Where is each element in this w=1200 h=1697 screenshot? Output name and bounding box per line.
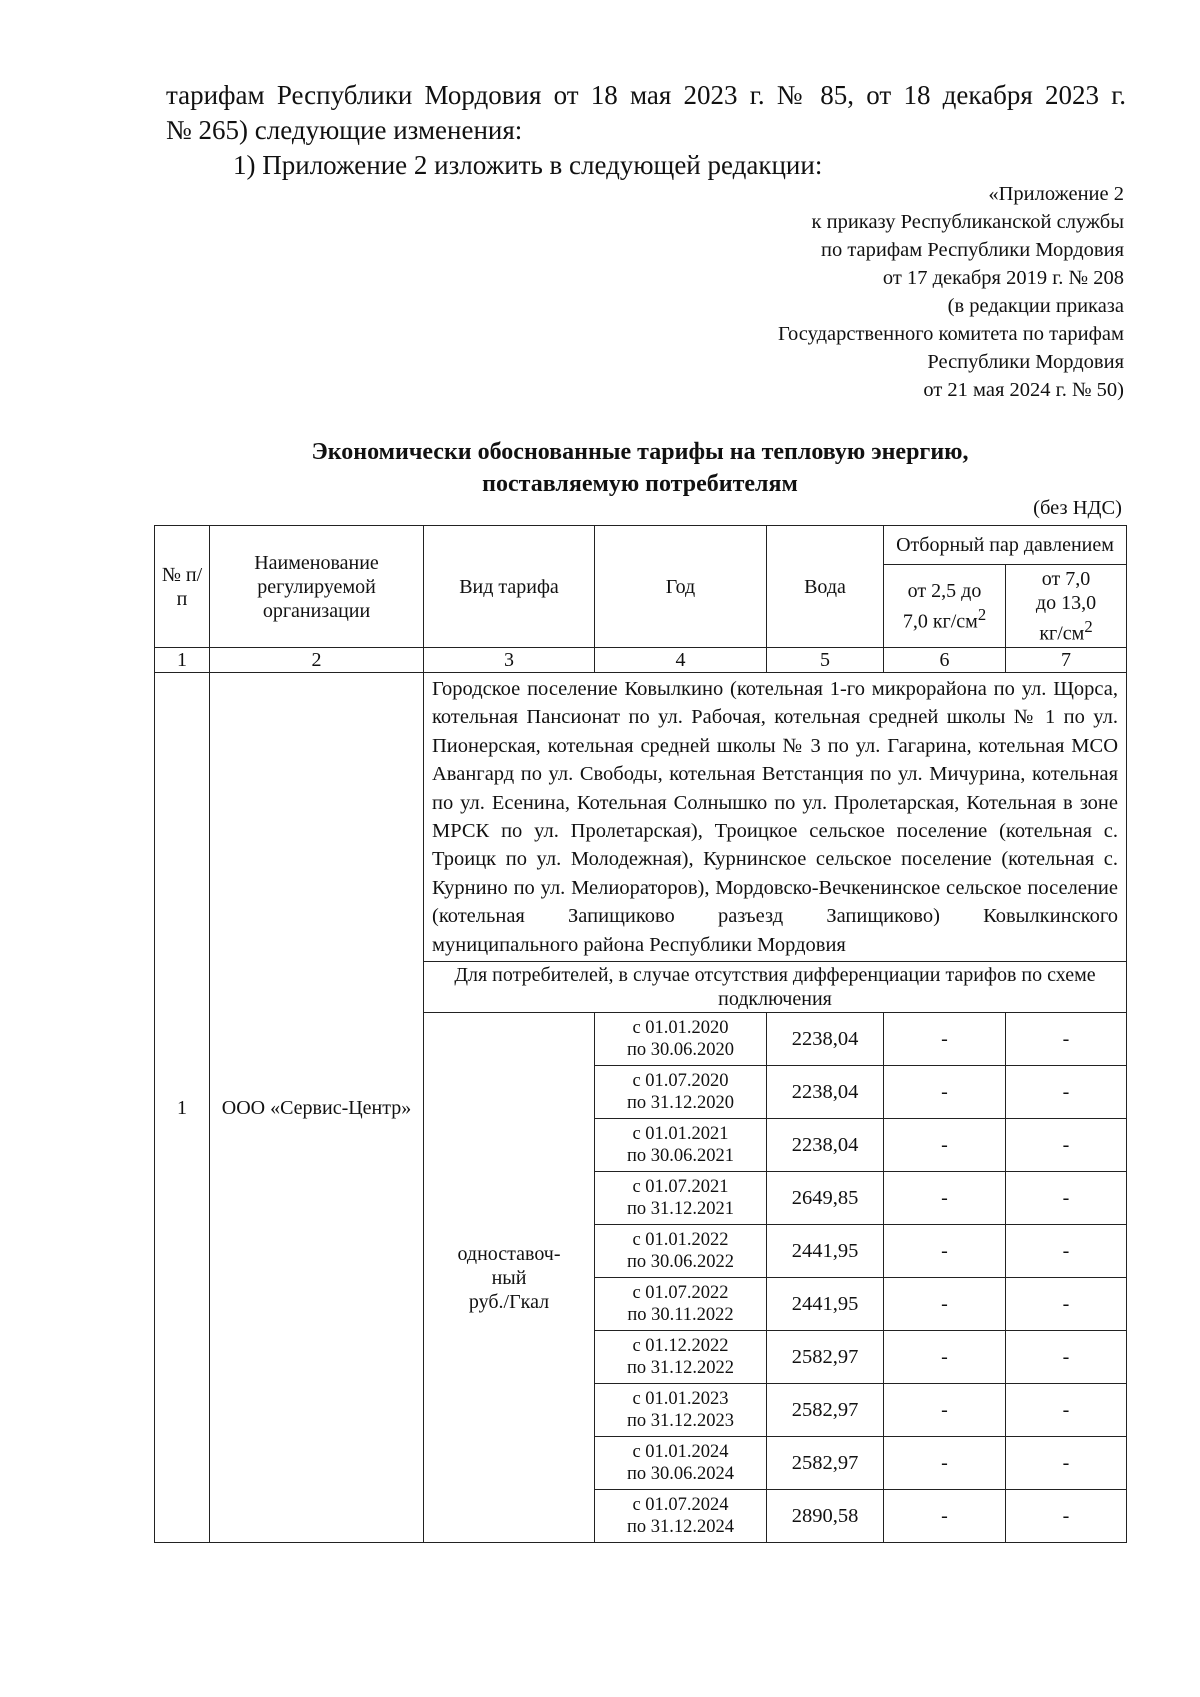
column-number-row [155, 648, 1127, 673]
period-to: по 30.11.2022 [627, 1305, 734, 1326]
water-tariff: 2890,58 [767, 1490, 884, 1543]
steam-high-tariff: - [1006, 1331, 1127, 1384]
period-to: по 30.06.2024 [626, 1464, 735, 1485]
column-number: 6 [884, 648, 1006, 673]
header-steam-low-b: 7,0 кг/см [902, 610, 978, 633]
steam-low-tariff: - [884, 1278, 1006, 1331]
tariff-kind-unit: руб./Гкал [468, 1290, 550, 1313]
period-from: с 01.07.2021 [632, 1177, 729, 1198]
period-to: по 31.12.2023 [626, 1411, 735, 1432]
period-from: с 01.01.2021 [632, 1124, 729, 1145]
header-steam-high-c: кг/см [1039, 622, 1085, 645]
steam-low-tariff: - [884, 1384, 1006, 1437]
row-number: 1 [155, 673, 210, 1543]
header-steam-high [1006, 565, 1127, 648]
water-tariff: 2582,97 [767, 1384, 884, 1437]
period-from: с 01.01.2022 [632, 1230, 729, 1251]
column-number: 5 [767, 648, 884, 673]
period-cell [595, 1437, 767, 1490]
column-number: 1 [155, 648, 210, 673]
period-cell [595, 1331, 767, 1384]
steam-low-tariff: - [884, 1119, 1006, 1172]
appendix-line: к приказу Республиканской службы [811, 211, 1124, 233]
column-number: 4 [595, 648, 767, 673]
period-cell [595, 1013, 767, 1066]
consumer-group: Для потребителей, в случае отсутствия дифференциации тарифов по схеме подключения [424, 962, 1127, 1013]
period-cell [595, 1384, 767, 1437]
title-line-2: поставляемую потребителям [482, 471, 798, 497]
period-to: по 31.12.2021 [626, 1199, 735, 1220]
intro-text [166, 78, 1126, 183]
period-to: по 30.06.2020 [626, 1040, 735, 1061]
steam-high-tariff: - [1006, 1490, 1127, 1543]
column-number: 3 [424, 648, 595, 673]
period-cell [595, 1066, 767, 1119]
period-cell [595, 1172, 767, 1225]
description-text: Городское поселение Ковылкино (котельная 1-го микрорайона по ул. Щорса, котельная Пансионат по ул. Рабочая, котельная средней школы № 1 по ул. Пионерская, котельная средней школы № 3 по ул. Гагарина, котельная МСО Авангард по ул. Свободы, котельная Ветстанция по ул. Мичурина, котельная по ул. Есенина, Котельная Солнышко по ул. Пролетарская, Котельная в зоне МРСК по ул. Пролетарская), Троицкое сельское поселение (котельная с. Троицк по ул. Молодежная), Курнинское сельское поселение (котельная с. Курнино по ул. Мелиораторов), Мордовско-Вечкенинское сельское поселение (котельная Запищиково разъезд Запищиково) Ковылкинского [432, 678, 1118, 928]
appendix-line: «Приложение 2 [988, 183, 1124, 205]
appendix-line: по тарифам Республики Мордовия [820, 239, 1124, 261]
header-steam-high-b: до 13,0 [1035, 591, 1097, 614]
period-to: по 30.06.2022 [626, 1252, 735, 1273]
appendix-reference [778, 180, 1124, 404]
header-tariff-type: Вид тарифа [424, 526, 595, 648]
steam-low-tariff: - [884, 1066, 1006, 1119]
period-from: с 01.07.2024 [632, 1495, 729, 1516]
column-number: 2 [210, 648, 424, 673]
title-line-1: Экономически обоснованные тарифы на тепловую энергию, [311, 439, 969, 465]
column-number: 7 [1006, 648, 1127, 673]
steam-low-tariff: - [884, 1437, 1006, 1490]
steam-high-tariff: - [1006, 1278, 1127, 1331]
period-cell [595, 1278, 767, 1331]
steam-low-tariff: - [884, 1013, 1006, 1066]
tariff-kind-line-2: ный [491, 1266, 527, 1289]
appendix-line: от 17 декабря 2019 г. № 208 [882, 267, 1124, 289]
steam-high-tariff: - [1006, 1437, 1127, 1490]
intro-line-1: тарифам Республики Мордовия от 18 мая 2023 г. № 85, от 18 декабря 2023 г. [166, 80, 1126, 110]
period-cell [595, 1490, 767, 1543]
steam-high-tariff: - [1006, 1013, 1127, 1066]
period-from: с 01.01.2023 [632, 1389, 729, 1410]
steam-high-tariff: - [1006, 1172, 1127, 1225]
water-tariff: 2582,97 [767, 1437, 884, 1490]
service-area-description [424, 673, 1127, 962]
header-row [155, 526, 1127, 565]
header-num: № п/п [155, 526, 210, 648]
header-steam-high-a: от 7,0 [1041, 567, 1091, 590]
steam-high-tariff: - [1006, 1119, 1127, 1172]
water-tariff: 2582,97 [767, 1331, 884, 1384]
intro-item-1: 1) Приложение 2 изложить в следующей редакции: [233, 150, 823, 180]
appendix-line: Государственного комитета по тарифам [778, 323, 1124, 345]
period-from: с 01.07.2022 [632, 1283, 729, 1304]
water-tariff: 2238,04 [767, 1013, 884, 1066]
description-row [155, 673, 1127, 962]
steam-low-tariff: - [884, 1331, 1006, 1384]
period-to: по 30.06.2021 [626, 1146, 735, 1167]
tariff-table [154, 525, 1127, 1543]
superscript: 2 [1084, 616, 1093, 636]
period-from: с 01.01.2020 [632, 1018, 729, 1039]
period-from: с 01.12.2022 [632, 1336, 729, 1357]
period-to: по 31.12.2024 [626, 1517, 735, 1538]
steam-high-tariff: - [1006, 1225, 1127, 1278]
period-cell [595, 1225, 767, 1278]
intro-line-2: № 265) следующие изменения: [166, 115, 523, 145]
period-to: по 31.12.2022 [626, 1358, 735, 1379]
appendix-line: от 21 мая 2024 г. № 50) [923, 379, 1124, 401]
water-tariff: 2649,85 [767, 1172, 884, 1225]
organization-name: ООО «Сервис-Центр» [210, 673, 424, 1543]
header-organization: Наименование регулируемой организации [210, 526, 424, 648]
header-steam-low [884, 565, 1006, 648]
period-from: с 01.01.2024 [632, 1442, 729, 1463]
appendix-line: (в редакции приказа [947, 295, 1124, 317]
vat-note: (без НДС) [1033, 497, 1122, 519]
header-year: Год [595, 526, 767, 648]
period-from: с 01.07.2020 [632, 1071, 729, 1092]
water-tariff: 2441,95 [767, 1225, 884, 1278]
superscript: 2 [977, 604, 987, 624]
steam-low-tariff: - [884, 1225, 1006, 1278]
header-steam: Отборный пар давлением [884, 526, 1127, 565]
water-tariff: 2238,04 [767, 1066, 884, 1119]
steam-low-tariff: - [884, 1490, 1006, 1543]
steam-high-tariff: - [1006, 1384, 1127, 1437]
period-cell [595, 1119, 767, 1172]
tariff-kind [424, 1013, 595, 1543]
appendix-line: Республики Мордовия [927, 351, 1124, 373]
steam-low-tariff: - [884, 1172, 1006, 1225]
document-title [160, 436, 1120, 500]
water-tariff: 2441,95 [767, 1278, 884, 1331]
period-to: по 31.12.2020 [626, 1093, 735, 1114]
tariff-kind-line-1: одноставоч- [457, 1242, 561, 1265]
header-water: Вода [767, 526, 884, 648]
steam-high-tariff: - [1006, 1066, 1127, 1119]
header-steam-low-a: от 2,5 до [907, 579, 982, 602]
water-tariff: 2238,04 [767, 1119, 884, 1172]
description-last-line: муниципального района Республики Мордовия [432, 933, 846, 956]
